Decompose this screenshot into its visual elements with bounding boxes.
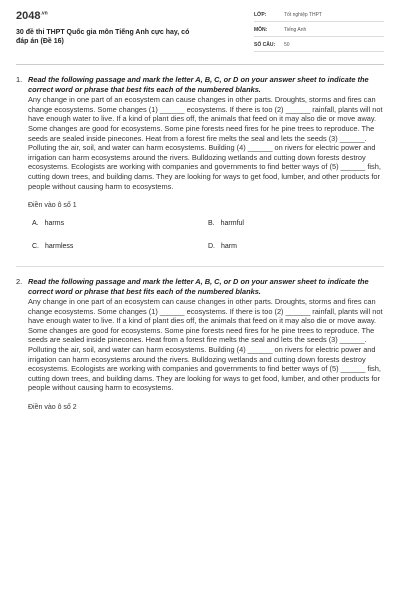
meta-row-class: [254, 10, 384, 22]
option-b[interactable]: [208, 219, 384, 229]
brand-name: 2048: [16, 10, 41, 22]
question-2: [16, 277, 384, 421]
option-a[interactable]: [32, 219, 208, 229]
question-number: 2.: [16, 276, 23, 286]
option-text: harmless: [45, 243, 74, 251]
question-passage: Any change in one part of an ecosystem can cause changes in other parts. Droughts, storms and fires can change ecosystems. Some changes (1) ______ ecosystems. If there is too (2) ______ rainfall, plants will not have enough water to live. If a kind of plant dies off, the animals that feed on it may also die or move away. Some changes are good for ecosystems. Some pine forests need fires for he pine trees to reproduce. The seeds are sealed inside pinecones. Heat from a forest fire melts the seal and lets the seeds (3) ______. Polluting the air, soil, and water can harm ecosystems. Building (4) ______ on rivers for electric power and irrigation can harm ecosystems around the rivers. Bulldozing wetlands and cutting down forests destroy ecosystems. Ecologists are working with companies and governments to find better ways of (5) ______ fish, cutting down trees, and building dams. They are looking for ways to get food, lumber, and other products for people without causing harm to ecosystems.: [28, 297, 383, 393]
option-letter: D.: [208, 243, 215, 251]
question-divider: [16, 266, 384, 267]
option-letter: B.: [208, 219, 215, 227]
option-text: harmful: [220, 219, 244, 227]
question-instruction: Read the following passage and mark the letter A, B, C, or D on your answer sheet to indicate the correct word or phrase that best fits each of the numbered blanks.: [28, 75, 369, 94]
question-body: [28, 75, 384, 266]
header: [16, 10, 384, 58]
fill-label: Điền vào ô số 2: [28, 404, 77, 412]
meta-value: Tiếng Anh: [284, 27, 307, 33]
answer-options: [28, 219, 384, 252]
meta-key: MÔN:: [254, 27, 268, 33]
meta-value: 50: [284, 42, 290, 48]
question-body: [28, 277, 384, 421]
option-c[interactable]: [32, 242, 208, 252]
option-letter: C.: [32, 243, 39, 251]
option-letter: A.: [32, 219, 39, 227]
option-text: harms: [44, 219, 65, 227]
question-passage: Any change in one part of an ecosystem can cause changes in other parts. Droughts, storms and fires can change ecosystems. Some changes (1) ______ ecosystems. If there is too (2) ______ rainfall, plants will not have enough water to live. If a kind of plant dies off, the animals that feed on it may also die or move away. Some changes are good for ecosystems. Some pine forests need fires for he pine trees to reproduce. The seeds are sealed inside pinecones. Heat from a forest fire melts the seal and lets the seeds (3) ______. Polluting the air, soil, and water can harm ecosystems. Building (4) ______ on rivers for electric power and irrigation can harm ecosystems around the rivers. Bulldozing wetlands and cutting down forests destroy ecosystems. Ecologists are working with companies and governments to find better ways of (5) ______ fish, cutting down trees, and building dams. They are looking for ways to get food, lumber, and other products for people without causing harm to ecosystems.: [28, 95, 383, 191]
document-title: 30 đề thi THPT Quốc gia môn Tiếng Anh cực hay, có đáp án (Đề 16): [16, 29, 190, 45]
header-divider: [16, 64, 384, 65]
option-text: harm: [221, 243, 237, 251]
option-d[interactable]: [208, 242, 384, 252]
fill-label: Điền vào ô số 1: [28, 202, 77, 210]
question-instruction: Read the following passage and mark the letter A, B, C, or D on your answer sheet to indicate the correct word or phrase that best fits each of the numbered blanks.: [28, 276, 369, 296]
header-left: [16, 10, 196, 46]
question-1: [16, 75, 384, 266]
meta-row-count: [254, 40, 384, 52]
meta-info: [254, 10, 384, 55]
question-number: 1.: [16, 75, 23, 84]
meta-key: LỚP:: [254, 12, 267, 18]
meta-row-subject: [254, 25, 384, 37]
meta-key: SỐ CÂU:: [254, 42, 276, 48]
brand-logo[interactable]: [16, 10, 196, 22]
brand-suffix: .vn: [40, 10, 48, 17]
meta-value: Tốt nghiệp THPT: [284, 12, 322, 18]
